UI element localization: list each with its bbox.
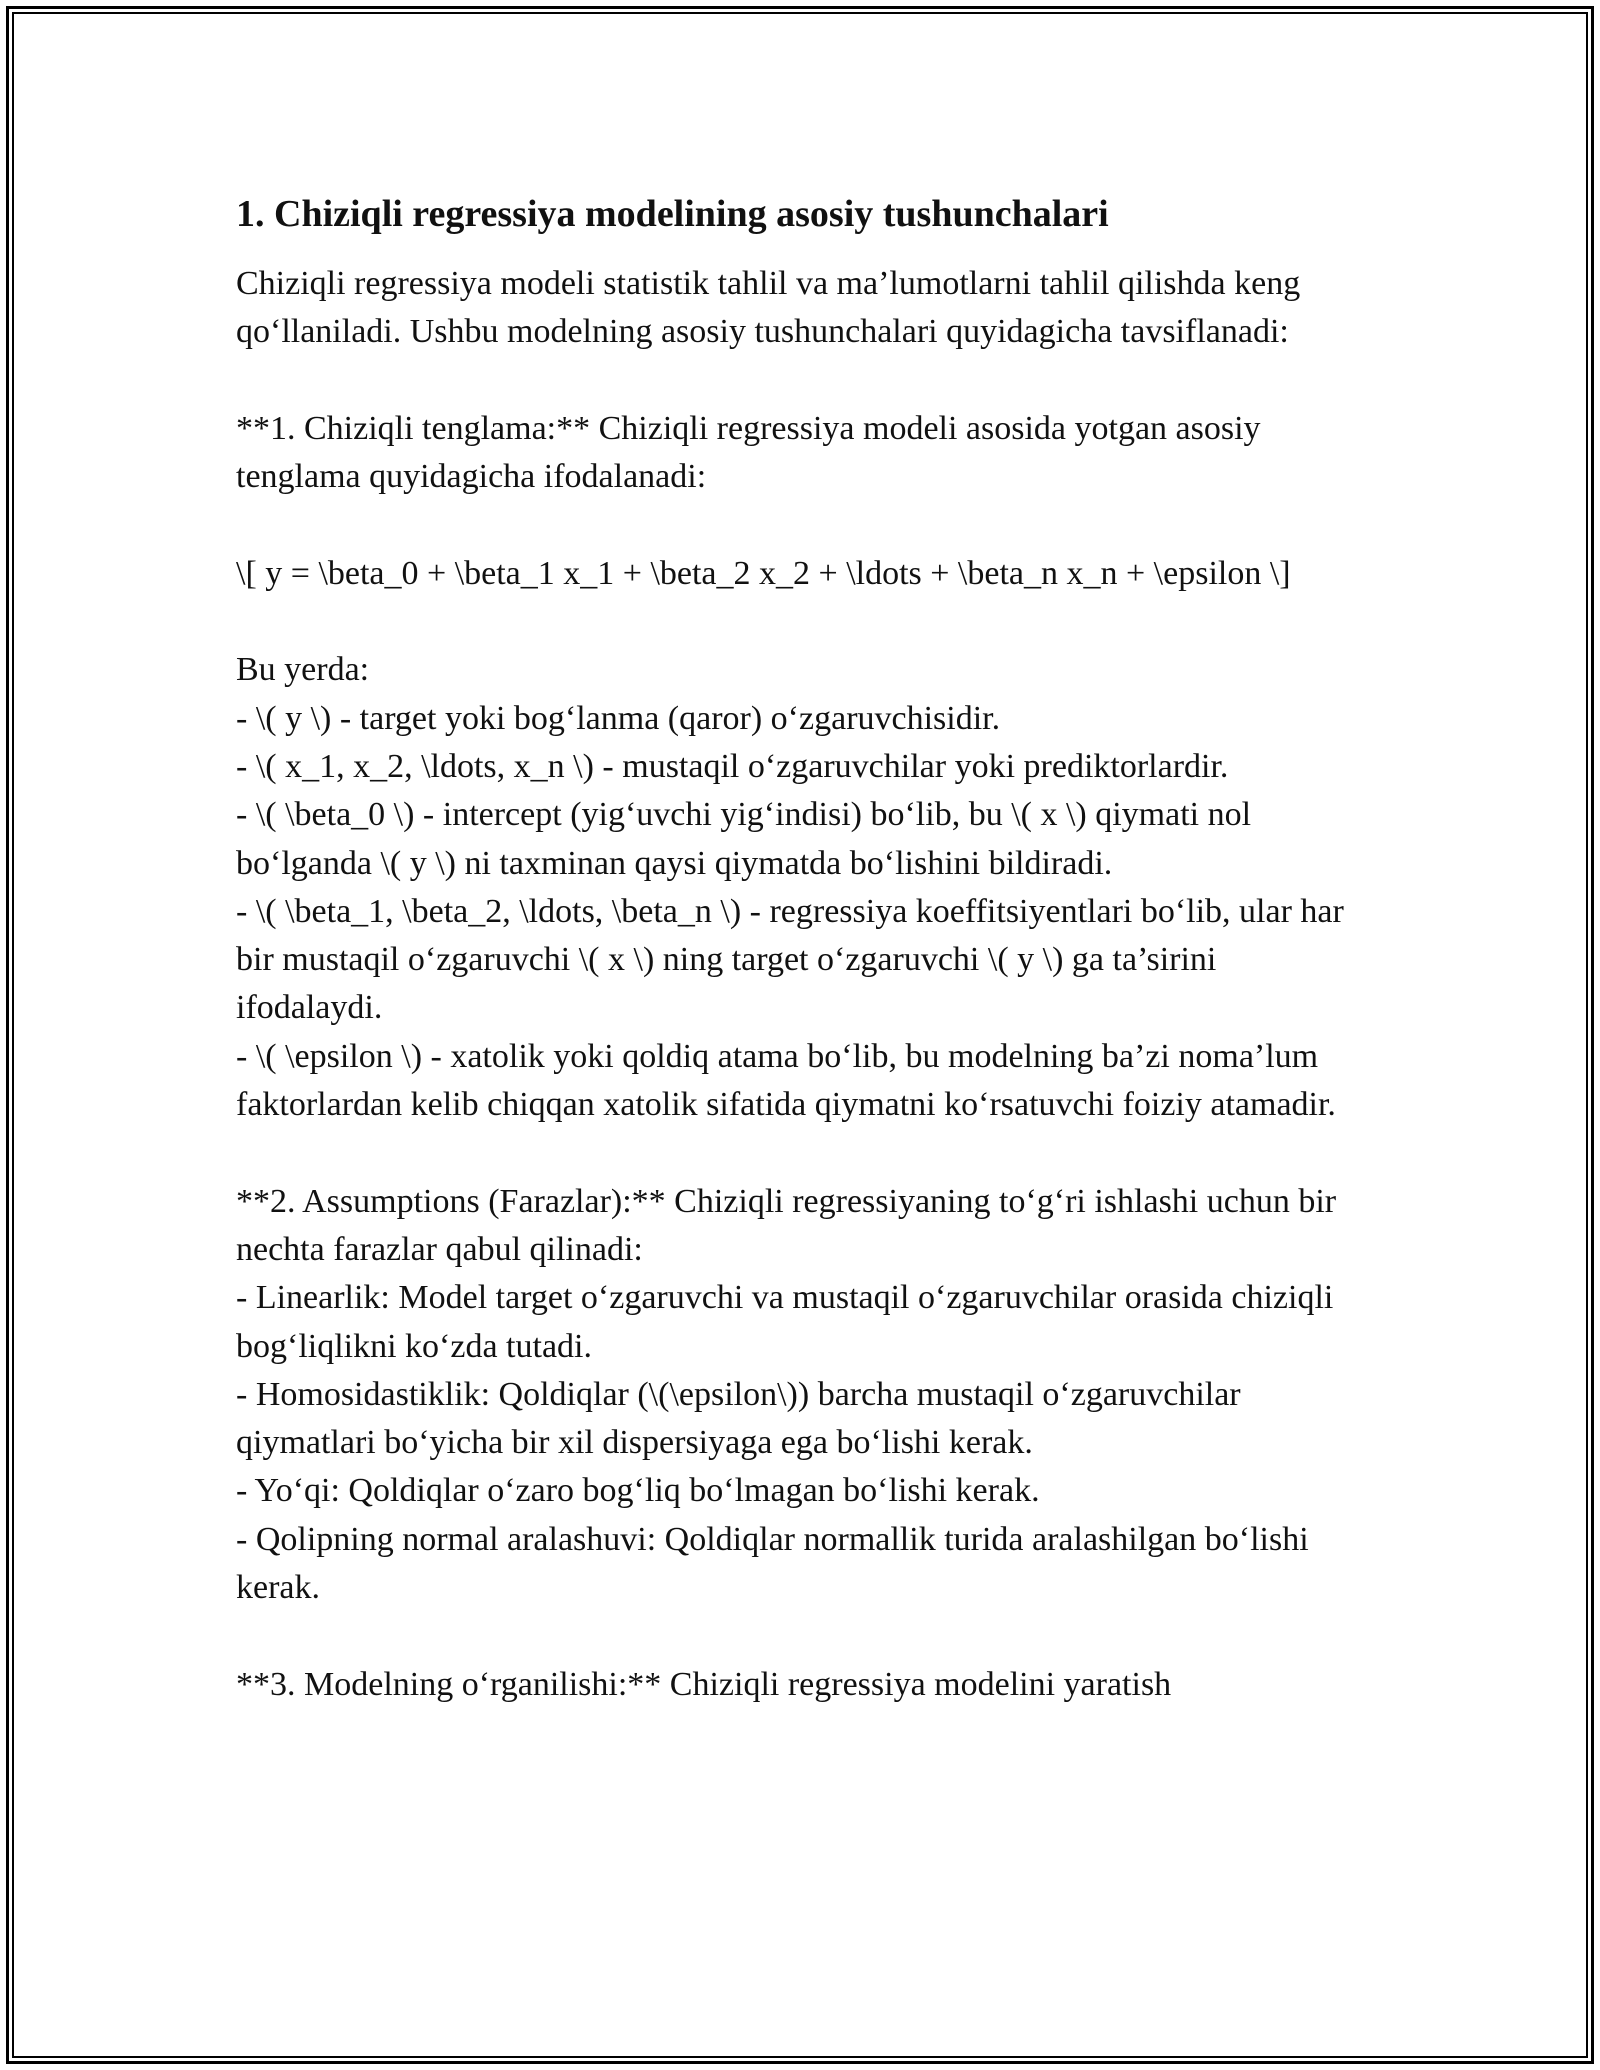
document-body [236,186,1360,1709]
sec2-title: **2. Assumptions (Farazlar):** Chiziqli regressiyaning to‘g‘ri ishlashi uchun bir nechta farazlar qabul qilinadi: [236,1182,1345,1268]
list-item: - \( \epsilon \) - xatolik yoki qoldiq atama bo‘lib, bu modelning ba’zi noma’lum faktorlardan kelib chiqqan xatolik sifatida qiymatni ko‘rsatuvchi foiziy atamadir. [236,1037,1336,1124]
regression-equation: \[ y = \beta_0 + \beta_1 x_1 + \beta_2 x_2 + \ldots + \beta_n x_n + \epsilon \] [236,554,1291,592]
section-heading: 1. Chiziqli regressiya modelining asosiy tushunchalari [236,193,1109,235]
paragraph-gap [236,357,1360,405]
list-item: - \( \beta_1, \beta_2, \ldots, \beta_n \) - regressiya koeffitsiyentlari bo‘lib, ular har bir mustaqil o‘zgaruvchi \( x \) ning target o‘zgaruvchi \( y \) ga ta’sirini ifodalaydi. [236,892,1353,1027]
paragraph-gap [236,501,1360,549]
sec3-title: **3. Modelning o‘rganilishi:** Chiziqli regressiya modelini yaratish [236,1665,1172,1703]
list-item: - \( x_1, x_2, \ldots, x_n \) - mustaqil o‘zgaruvchilar yoki prediktorlardir. [236,747,1229,785]
list-item: - \( \beta_0 \) - intercept (yig‘uvchi yig‘indisi) bo‘lib, bu \( x \) qiymati nol bo‘lganda \( y \) ni taxminan qaysi qiymatda bo‘lishini bildiradi. [236,796,1260,882]
list-item: - Homosidastiklik: Qoldiqlar (\(\epsilon\)) barcha mustaqil o‘zgaruvchilar qiymatlari bo‘yicha bir xil dispersiyaga ega bo‘lishi kerak. [236,1375,1250,1462]
list-item: - Yo‘qi: Qoldiqlar o‘zaro bog‘liq bo‘lmagan bo‘lishi kerak. [236,1472,1040,1510]
paragraph-gap [236,598,1360,646]
list-item: - Linearlik: Model target o‘zgaruvchi va mustaqil o‘zgaruvchilar orasida chiziqli bog‘liqlikni ko‘zda tutadi. [236,1279,1342,1365]
list-item: - \( y \) - target yoki bog‘lanma (qaror) o‘zgaruvchisidir. [236,699,1001,737]
list-item: - Qolipning normal aralashuvi: Qoldiqlar normallik turida aralashilgan bo‘lishi kerak. [236,1520,1318,1607]
sec1-title: **1. Chiziqli tenglama:** Chiziqli regressiya modeli asosida yotgan asosiy tenglama quyidagicha ifodalanadi: [236,409,1270,496]
bu-yerda-label: Bu yerda: [236,651,370,689]
paragraph-gap [236,1612,1360,1660]
intro-paragraph: Chiziqli regressiya modeli statistik tahlil va ma’lumotlarni tahlil qilishda keng qo‘llaniladi. Ushbu modelning asosiy tushunchalari quyidagicha tavsiflanadi: [236,265,1309,351]
paragraph-gap [236,1129,1360,1177]
